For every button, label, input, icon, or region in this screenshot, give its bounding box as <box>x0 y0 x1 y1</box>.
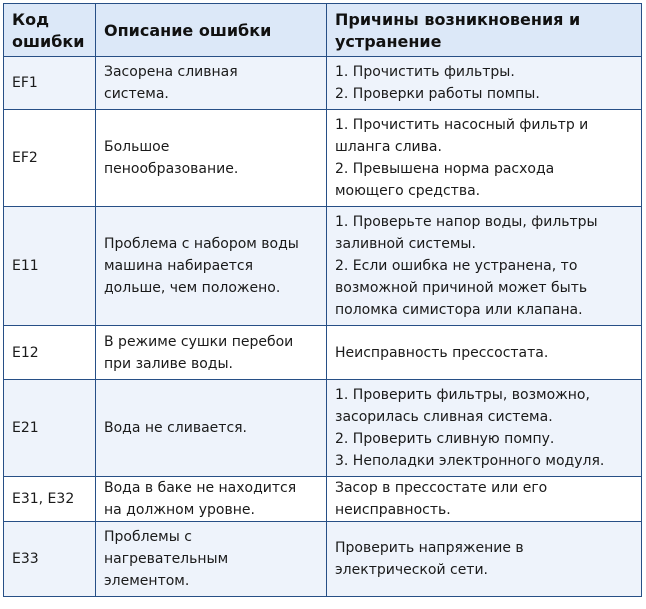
table-row <box>4 207 642 326</box>
fix-line: Засор в прессостате или его <box>335 480 548 496</box>
table-row <box>4 477 642 522</box>
error-description-cell <box>96 57 327 110</box>
error-code-cell: E21 <box>4 380 96 477</box>
error-code-cell: E31, E32 <box>4 477 96 522</box>
fix-line: засорилась сливная система. <box>335 409 553 425</box>
description-line: Засорена сливная <box>104 64 238 80</box>
header-code-line-2: ошибки <box>12 32 85 51</box>
error-code-cell: E11 <box>4 207 96 326</box>
fix-line: заливной системы. <box>335 236 476 252</box>
fix-line: шланга слива. <box>335 139 442 155</box>
error-description-cell <box>96 326 327 380</box>
fix-line: 3. Неполадки электронного модуля. <box>335 453 605 469</box>
error-code-cell: E33 <box>4 522 96 597</box>
fix-line: неисправность. <box>335 502 451 518</box>
description-line: элементом. <box>104 573 190 589</box>
error-code-cell: E12 <box>4 326 96 380</box>
table-row <box>4 522 642 597</box>
table-header <box>4 4 642 57</box>
header-code <box>4 4 96 57</box>
fix-line: 1. Прочистить насосный фильтр и <box>335 117 589 133</box>
causes-fix-cell <box>327 326 642 380</box>
error-description-cell <box>96 380 327 477</box>
error-description-cell <box>96 477 327 522</box>
causes-fix-cell <box>327 207 642 326</box>
header-code-line-1: Код <box>12 10 49 29</box>
fix-line: 2. Проверить сливную помпу. <box>335 431 555 447</box>
table-row <box>4 380 642 477</box>
table-row <box>4 110 642 207</box>
fix-line: поломка симистора или клапана. <box>335 302 583 318</box>
error-code-cell: EF1 <box>4 57 96 110</box>
header-row <box>4 4 642 57</box>
error-description-cell <box>96 207 327 326</box>
fix-line: Проверить напряжение в <box>335 540 524 556</box>
description-line: Проблемы с <box>104 529 192 545</box>
header-causes-fix: Причины возникновения и устранение <box>327 4 642 57</box>
table-row <box>4 57 642 110</box>
description-line: система. <box>104 86 169 102</box>
causes-fix-cell <box>327 522 642 597</box>
description-line: Большое <box>104 139 170 155</box>
fix-line: 2. Проверки работы помпы. <box>335 86 540 102</box>
description-line: Вода в баке не находится <box>104 480 297 496</box>
fix-line: 1. Проверить фильтры, возможно, <box>335 387 590 403</box>
error-description-cell <box>96 522 327 597</box>
causes-fix-cell <box>327 477 642 522</box>
description-line: на должном уровне. <box>104 502 255 518</box>
causes-fix-cell <box>327 380 642 477</box>
table-body <box>4 57 642 597</box>
causes-fix-cell <box>327 57 642 110</box>
error-codes-table-wrapper <box>3 3 641 597</box>
fix-line: 2. Превышена норма расхода <box>335 161 555 177</box>
fix-line: возможной причиной может быть <box>335 280 588 296</box>
description-line: машина набирается <box>104 258 254 274</box>
error-code-cell: EF2 <box>4 110 96 207</box>
fix-line: 1. Проверьте напор воды, фильтры <box>335 214 598 230</box>
description-line: В режиме сушки перебои <box>104 333 294 350</box>
fix-line: электрической сети. <box>335 562 489 578</box>
description-line: Вода не сливается. <box>104 420 248 436</box>
fix-line: 2. Если ошибка не устранена, то <box>335 258 578 274</box>
fix-line: Неисправность прессостата. <box>335 344 549 361</box>
causes-fix-cell <box>327 110 642 207</box>
fix-line: 1. Прочистить фильтры. <box>335 64 515 80</box>
description-line: нагревательным <box>104 551 229 567</box>
description-line: пенообразование. <box>104 161 239 177</box>
description-line: при заливе воды. <box>104 355 233 372</box>
header-description: Описание ошибки <box>96 4 327 57</box>
fix-line: моющего средства. <box>335 183 481 199</box>
error-description-cell <box>96 110 327 207</box>
description-line: Проблема с набором воды <box>104 236 299 252</box>
description-line: дольше, чем положено. <box>104 280 281 296</box>
table-row <box>4 326 642 380</box>
error-codes-table <box>3 3 642 597</box>
